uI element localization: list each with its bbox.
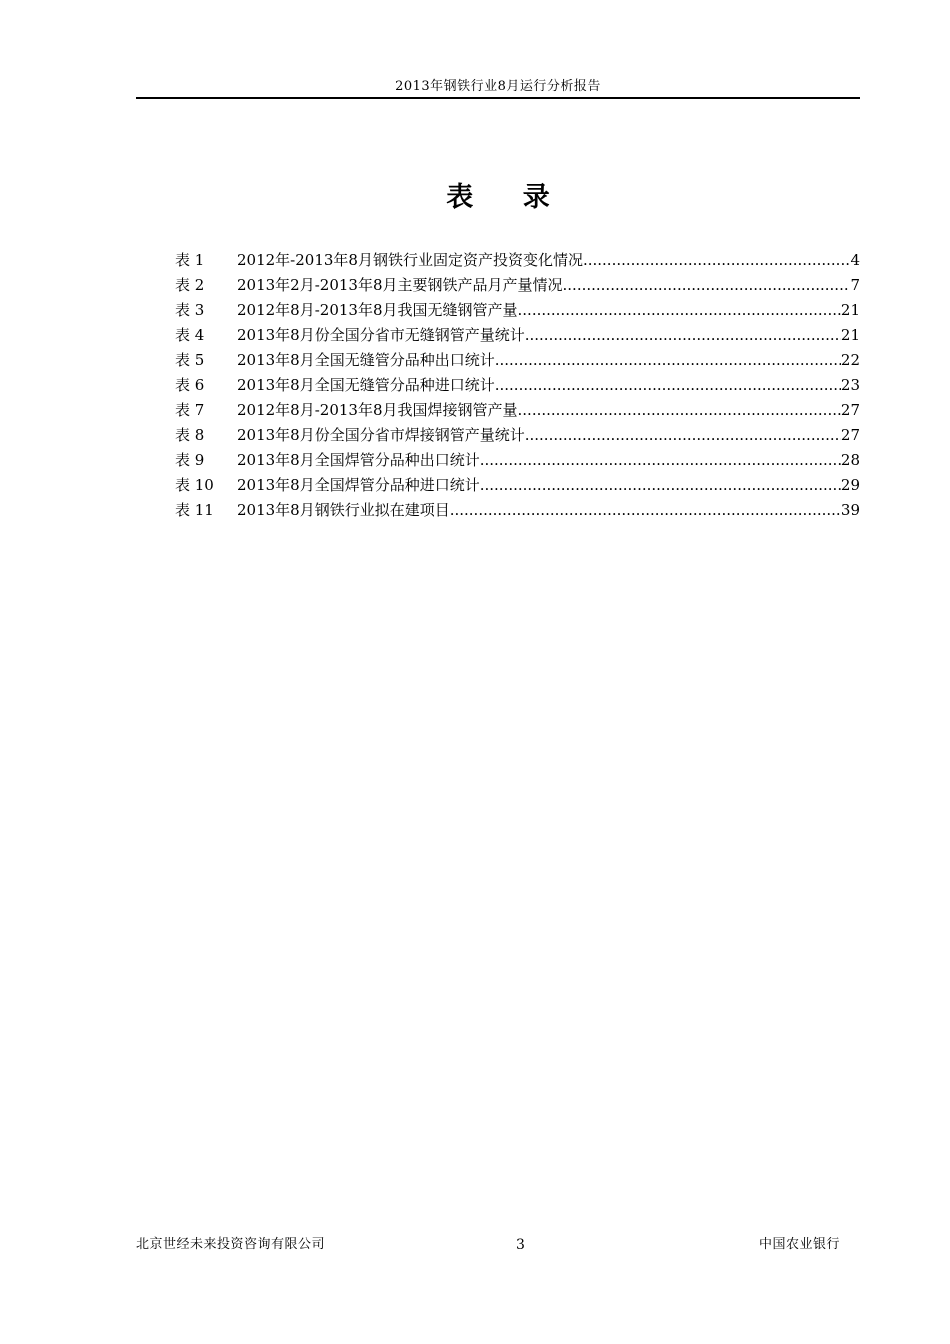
- table-of-tables: [175, 248, 860, 523]
- toc-entry-label: 表 7: [175, 401, 205, 419]
- toc-dot-leader: [495, 373, 841, 398]
- toc-dot-leader: [480, 473, 841, 498]
- toc-entry-label: 表 3: [175, 301, 205, 319]
- toc-entry-page[interactable]: 28: [840, 451, 860, 469]
- toc-entry-label: 表 5: [175, 351, 205, 369]
- toc-entry-text[interactable]: 2013年8月钢铁行业拟在建项目: [237, 501, 450, 519]
- toc-entry-page[interactable]: 21: [840, 326, 860, 344]
- running-header: 2013年钢铁行业8月运行分析报告: [395, 79, 601, 94]
- toc-entry-text[interactable]: 2012年8月-2013年8月我国无缝钢管产量: [237, 301, 518, 319]
- toc-entry-label: 表 6: [175, 376, 205, 394]
- toc-entry-page[interactable]: 21: [840, 301, 860, 319]
- toc-dot-leader: [525, 423, 841, 448]
- footer-client: 中国农业银行: [758, 1237, 840, 1252]
- toc-dot-leader: [450, 498, 841, 523]
- toc-entry[interactable]: [175, 348, 860, 373]
- toc-entry[interactable]: [175, 323, 860, 348]
- toc-dot-leader: [480, 448, 841, 473]
- toc-entry-label: 表 1: [175, 251, 205, 269]
- toc-entry[interactable]: [175, 273, 860, 298]
- toc-dot-leader: [518, 398, 841, 423]
- toc-entry-text[interactable]: 2012年-2013年8月钢铁行业固定资产投资变化情况: [237, 251, 583, 269]
- toc-entry-text[interactable]: 2013年8月全国焊管分品种进口统计: [237, 476, 480, 494]
- page-number: 3: [516, 1237, 525, 1253]
- toc-entry-label: 表 4: [175, 326, 205, 344]
- header-rule: [136, 97, 860, 99]
- toc-dot-leader: [525, 323, 841, 348]
- toc-entry-page[interactable]: 27: [840, 401, 860, 419]
- toc-entry-text[interactable]: 2013年2月-2013年8月主要钢铁产品月产量情况: [237, 276, 563, 294]
- toc-entry-page[interactable]: 4: [850, 251, 860, 269]
- toc-entry[interactable]: [175, 248, 860, 273]
- toc-entry[interactable]: [175, 298, 860, 323]
- toc-entry-label: 表 8: [175, 426, 205, 444]
- toc-entry-page[interactable]: 39: [840, 501, 860, 519]
- toc-entry[interactable]: [175, 448, 860, 473]
- toc-dot-leader: [583, 248, 850, 273]
- toc-entry-page[interactable]: 23: [840, 376, 860, 394]
- toc-entry-label: 表 9: [175, 451, 205, 469]
- footer-company: 北京世经未来投资咨询有限公司: [136, 1237, 326, 1252]
- toc-entry-label: 表 2: [175, 276, 205, 294]
- toc-entry[interactable]: [175, 423, 860, 448]
- toc-dot-leader: [518, 298, 841, 323]
- toc-entry-page[interactable]: 22: [840, 351, 860, 369]
- toc-dot-leader: [563, 273, 851, 298]
- toc-entry-text[interactable]: 2013年8月全国无缝管分品种进口统计: [237, 376, 495, 394]
- page-footer: [136, 1236, 860, 1254]
- toc-entry-text[interactable]: 2013年8月份全国分省市无缝钢管产量统计: [237, 326, 525, 344]
- toc-entry[interactable]: [175, 473, 860, 498]
- toc-entry-text[interactable]: 2012年8月-2013年8月我国焊接钢管产量: [237, 401, 518, 419]
- toc-entry-page[interactable]: 27: [840, 426, 860, 444]
- toc-entry[interactable]: [175, 498, 860, 523]
- toc-entry[interactable]: [175, 373, 860, 398]
- toc-entry-text[interactable]: 2013年8月全国无缝管分品种出口统计: [237, 351, 495, 369]
- toc-entry-label: 表 11: [175, 501, 214, 519]
- toc-dot-leader: [495, 348, 841, 373]
- toc-entry-text[interactable]: 2013年8月全国焊管分品种出口统计: [237, 451, 480, 469]
- toc-entry-label: 表 10: [175, 476, 214, 494]
- toc-title: 表 录: [446, 182, 570, 213]
- toc-entry[interactable]: [175, 398, 860, 423]
- toc-entry-page[interactable]: 7: [850, 276, 860, 294]
- toc-entry-page[interactable]: 29: [840, 476, 860, 494]
- toc-entry-text[interactable]: 2013年8月份全国分省市焊接钢管产量统计: [237, 426, 525, 444]
